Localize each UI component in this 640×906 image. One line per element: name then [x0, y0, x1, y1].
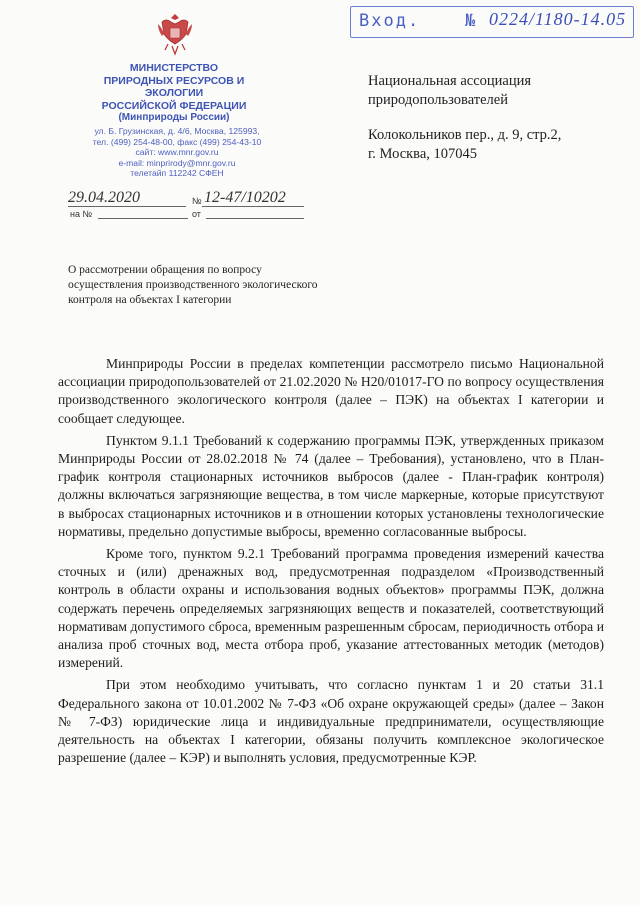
addressee-block: [368, 72, 608, 164]
subject-line: контроля на объектах I категории: [68, 294, 232, 306]
outgoing-number: 12-47/10202: [204, 189, 286, 206]
reference-line: [68, 209, 308, 223]
address-line: телетайп 112242 СФЕН: [130, 168, 224, 178]
reference-underline: [98, 218, 188, 219]
addressee-line: Национальная ассоциация: [368, 73, 532, 89]
outgoing-registration: [68, 189, 308, 210]
date-underline: [68, 206, 186, 207]
incoming-stamp: [350, 6, 634, 38]
ministry-short-name: (Минприроды России): [118, 112, 230, 123]
reference-from-label: от: [192, 209, 201, 219]
reference-date-underline: [206, 218, 304, 219]
ministry-line: РОССИЙСКОЙ ФЕДЕРАЦИИ: [101, 99, 247, 112]
subject-line: О рассмотрении обращения по вопросу: [68, 264, 262, 276]
subject-line: осуществления производственного экологического: [68, 279, 318, 291]
body-paragraph: При этом необходимо учитывать, что согласно пунктам 1 и 20 статьи 31.1 Федерального закона от 10.01.2002 № 7-ФЗ «Об охране окружающей среды» (далее – Закон № 7-ФЗ) юридические лица и индивидуальные предприниматели, осуществляющие деятельность на объектах I категории, обязаны получить комплексное экологическое разрешение (далее – КЭР) и выполнять условия, предусмотренные КЭР.: [58, 677, 604, 766]
body-paragraph: Кроме того, пунктом 9.2.1 Требований программа проведения измерений качества сточных и (или) дренажных вод, предусмотренная подразделом «Производственный контроль в области охраны и использования водных объектов» программы ПЭК, должна содержать перечень определяемых загрязняющих веществ и показателей, соответствующий нормативам допустимого сброса, временным разрешенным сбросам, периодичность отбора и анализа проб сточных вод, места отбора проб, указание аттестованных методик (методов) измерений.: [58, 546, 604, 671]
addressee-address-line: г. Москва, 107045: [368, 146, 478, 162]
ministry-header: [74, 62, 274, 125]
addressee-line: природопользователей: [368, 92, 508, 108]
number-underline: [202, 206, 304, 207]
address-line: тел. (499) 254-48-00, факс (499) 254-43-10: [92, 136, 262, 147]
outgoing-date: 29.04.2020: [68, 189, 140, 206]
stamp-label: Вход.: [359, 11, 421, 31]
ministry-address: [82, 126, 272, 179]
address-line: ул. Б. Грузинская, д. 4/6, Москва, 125993,: [94, 126, 260, 136]
address-line: e-mail: minprirody@mnr.gov.ru: [118, 157, 236, 168]
ministry-line: МИНИСТЕРСТВО: [129, 62, 219, 74]
coat-of-arms-icon: [156, 10, 194, 58]
stamp-number: 0224/1180-14.05: [489, 9, 627, 29]
letter-body: [58, 355, 604, 771]
address-line: сайт: www.mnr.gov.ru: [135, 147, 219, 157]
ministry-line: ПРИРОДНЫХ РЕСУРСОВ И ЭКОЛОГИИ: [103, 74, 245, 99]
reference-number-label: на №: [70, 209, 93, 219]
stamp-number-sign: №: [465, 11, 476, 31]
addressee-address-line: Колокольников пер., д. 9, стр.2,: [368, 127, 562, 143]
body-paragraph: Минприроды России в пределах компетенции рассмотрело письмо Национальной ассоциации природопользователей от 21.02.2020 № Н20/01017-ГО по вопросу осуществления производственного экологического контроля (далее – ПЭК) на объектах I категории и сообщает следующее.: [58, 356, 604, 426]
body-paragraph: Пунктом 9.1.1 Требований к содержанию программы ПЭК, утвержденных приказом Минприроды России от 28.02.2018 № 74 (далее – Требования), установлено, что в План-график контроля стационарных источников выбросов (далее - План-график контроля) должны включаться загрязняющие вещества, в том числе маркерные, которые присутствуют в выбросах стационарных источников и в отношении которых установлены технологические нормативы, предельно допустимые выбросы, временно согласованные выбросы.: [58, 432, 604, 539]
letter-subject: [68, 263, 378, 308]
outgoing-number-label: №: [192, 196, 202, 206]
